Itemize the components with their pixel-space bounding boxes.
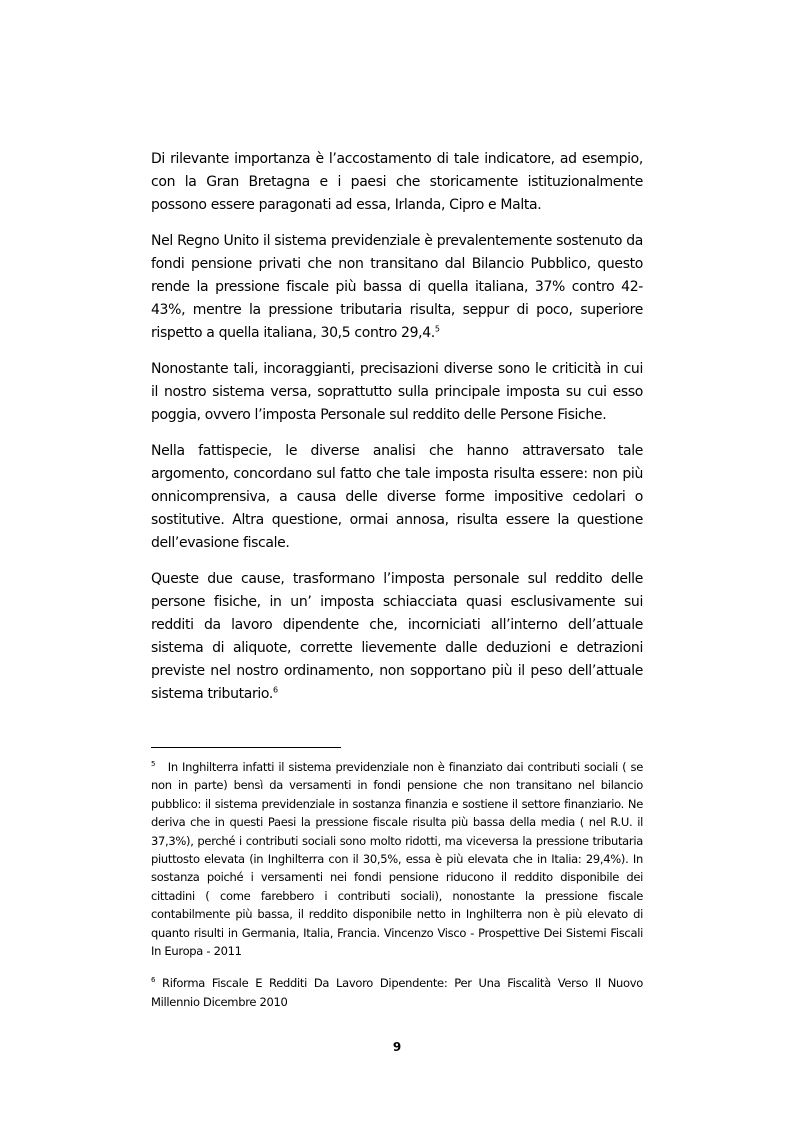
paragraph-text: Nella fattispecie, le diverse analisi che hanno attraversato tale argomento, concordano sul fatto che tale imposta risulta essere: non più onnicomprensiva, a causa delle diverse forme impositive cedolari o sostitutive. Altra questione, ormai annosa, risulta essere la questione dell’evasione fiscale. bbox=[151, 443, 643, 551]
footnotes bbox=[151, 758, 643, 1025]
paragraph-2 bbox=[151, 230, 643, 345]
page-number: 9 bbox=[392, 1040, 402, 1054]
paragraph-5 bbox=[151, 568, 643, 706]
footnote-number: 6 bbox=[151, 976, 156, 985]
footnote-6 bbox=[151, 974, 643, 1011]
footnote-text: In Inghilterra infatti il sistema previdenziale non è finanziato dai contributi sociali ( se non in parte) bensì da versamenti in fondi pensione che non transitano nel bilancio pubblico: il sistema previdenziale in sostanza finanzia e sostiene il settore finanziario. Ne deriva che in questi Paesi la pressione fiscale risulta più bassa della media ( nel R.U. il 37,3%), perché i contributi sociali sono molto ridotti, ma viceversa la pressione tributaria piuttosto elevata (in Inghilterra con il 30,5%, essa è più elevata che in Italia: 29,4%). In sostanza poiché i versamenti nei fondi pensione riducono il reddito disponibile dei cittadini ( come farebbero i contributi sociali), nonostante la pressione fiscale contabilmente più bassa, il reddito disponibile netto in Inghilterra non è più elevato di quanto risulti in Germania, Italia, Francia. Vincenzo Visco - Prospettive Dei Sistemi Fiscali In Europa - 2011 bbox=[151, 760, 643, 959]
footnote-number: 5 bbox=[151, 760, 156, 769]
paragraph-text: Queste due cause, trasformano l’imposta personale sul reddito delle persone fisiche, in un’ imposta schiacciata quasi esclusivamente sui redditi da lavoro dipendente che, incorniciati all’interno dell’attuale sistema di aliquote, corrette lievemente dalle deduzioni e detrazioni previste nel nostro ordinamento, non sopportano più il peso dell’attuale sistema tributario. bbox=[151, 571, 643, 702]
footnote-reference[interactable]: 6 bbox=[272, 685, 278, 695]
paragraph-3 bbox=[151, 358, 643, 427]
paragraph-text: Di rilevante importanza è l’accostamento di tale indicatore, ad esempio, con la Gran Bretagna e i paesi che storicamente istituzionalmente possono essere paragonati ad essa, Irlanda, Cipro e Malta. bbox=[151, 151, 643, 213]
paragraph-4 bbox=[151, 440, 643, 555]
body-text bbox=[151, 148, 643, 719]
footnote-text: Riforma Fiscale E Redditi Da Lavoro Dipendente: Per Una Fiscalità Verso Il Nuovo Millennio Dicembre 2010 bbox=[151, 976, 644, 1009]
footnote-separator bbox=[151, 747, 341, 748]
footnote-5 bbox=[151, 758, 643, 960]
footnote-reference[interactable]: 5 bbox=[434, 324, 440, 334]
paragraph-1 bbox=[151, 148, 643, 217]
paragraph-text: Nonostante tali, incoraggianti, precisazioni diverse sono le criticità in cui il nostro sistema versa, soprattutto sulla principale imposta su cui esso poggia, ovvero l’imposta Personale sul reddito delle Persone Fisiche. bbox=[151, 361, 643, 423]
paragraph-text: Nel Regno Unito il sistema previdenziale è prevalentemente sostenuto da fondi pensione privati che non transitano dal Bilancio Pubblico, questo rende la pressione fiscale più bassa di quella italiana, 37% contro 42-43%, mentre la pressione tributaria risulta, seppur di poco, superiore rispetto a quella italiana, 30,5 contro 29,4. bbox=[151, 233, 643, 341]
